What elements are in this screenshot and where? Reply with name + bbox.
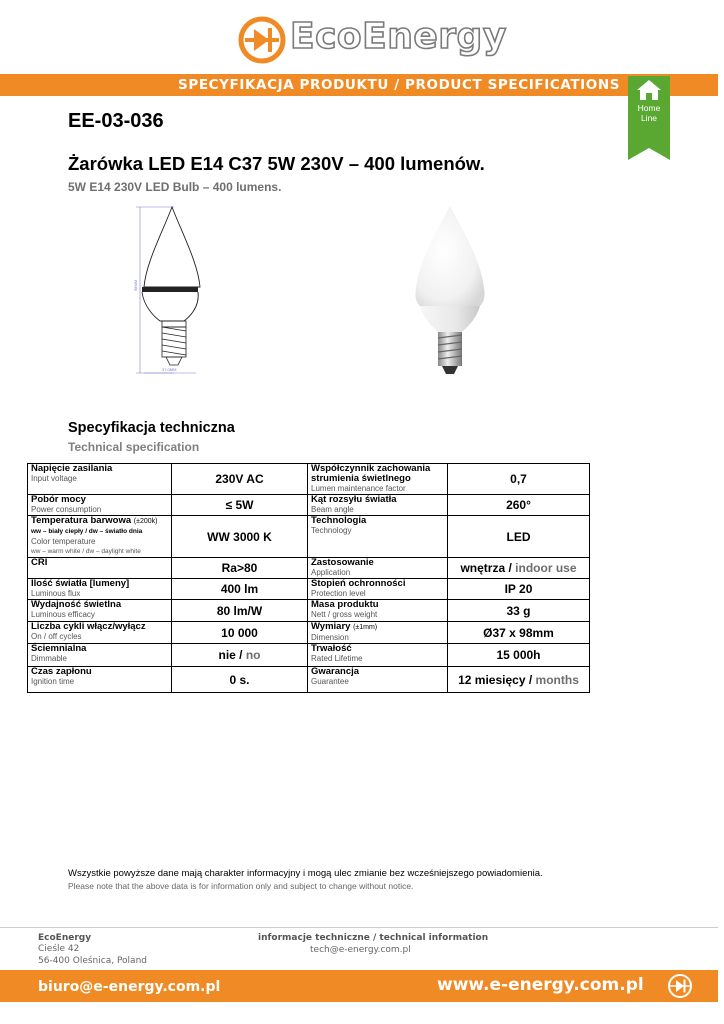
spec-label-cell: Czas zapłonu Ignition time bbox=[28, 667, 172, 693]
footer-tech-label: informacje techniczne / technical information bbox=[258, 933, 489, 943]
spec-value: LED bbox=[448, 516, 590, 558]
footer-city: 56-400 Oleśnica, Poland bbox=[38, 956, 147, 966]
spec-value: 33 g bbox=[448, 600, 590, 622]
width-dimension-label: 37.0MM bbox=[162, 367, 177, 372]
spec-label-cell: Zastosowanie Application bbox=[308, 558, 448, 579]
spec-label-cell: Współczynnik zachowania strumienia świetlnego Lumen maintenance factor bbox=[308, 464, 448, 495]
spec-value: 230V AC bbox=[172, 464, 308, 495]
table-row bbox=[28, 495, 590, 516]
table-row bbox=[28, 464, 590, 495]
height-dimension-label: 98MM bbox=[133, 279, 138, 291]
footer-office-email[interactable]: biuro@e-energy.com.pl bbox=[38, 979, 221, 995]
footer-tech-email[interactable]: tech@e-energy.com.pl bbox=[310, 945, 411, 955]
spec-value: nie / no bbox=[172, 644, 308, 667]
disclaimer-pl: Wszystkie powyższe dane mają charakter informacyjny i mogą ulec zmianie bez wcześniejszego powiadomienia. bbox=[68, 868, 543, 879]
spec-label-cell: Pobór mocy Power consumption bbox=[28, 495, 172, 516]
footer-website[interactable]: www.e-energy.com.pl bbox=[437, 975, 644, 995]
diode-logo-icon bbox=[667, 973, 693, 999]
spec-heading-en: Technical specification bbox=[68, 440, 200, 454]
spec-label-cell: Gwarancja Guarantee bbox=[308, 667, 448, 693]
spec-label-cell: CRI bbox=[28, 558, 172, 579]
footer-street: Cieśle 42 bbox=[38, 944, 80, 954]
footer-company: EcoEnergy bbox=[38, 933, 92, 943]
table-row bbox=[28, 667, 590, 693]
table-row bbox=[28, 516, 590, 558]
bulb-dimension-drawing bbox=[134, 203, 200, 379]
spec-label-cell: Liczba cykli włącz/wyłącz On / off cycles bbox=[28, 622, 172, 644]
spec-label-cell: Technologia Technology bbox=[308, 516, 448, 558]
spec-value: 80 lm/W bbox=[172, 600, 308, 622]
spec-label-cell: Wymiary (±1mm) Dimension bbox=[308, 622, 448, 644]
table-row bbox=[28, 600, 590, 622]
brand-name: EcoEnergy bbox=[290, 16, 507, 57]
spec-heading-pl: Specyfikacja techniczna bbox=[68, 420, 235, 436]
spec-label-cell: Napięcie zasilania Input voltage bbox=[28, 464, 172, 495]
table-row bbox=[28, 644, 590, 667]
spec-table bbox=[27, 463, 590, 693]
bulb-photo bbox=[404, 200, 496, 380]
spec-value: IP 20 bbox=[448, 579, 590, 600]
spec-label-cell: Kąt rozsyłu światła Beam angle bbox=[308, 495, 448, 516]
spec-label-cell: Wydajność świetlna Luminous efficacy bbox=[28, 600, 172, 622]
spec-value: 0,7 bbox=[448, 464, 590, 495]
table-row bbox=[28, 622, 590, 644]
spec-value: Ø37 x 98mm bbox=[448, 622, 590, 644]
spec-label-cell: Trwałość Rated Lifetime bbox=[308, 644, 448, 667]
footer-divider bbox=[0, 927, 718, 928]
spec-value: wnętrza / indoor use bbox=[448, 558, 590, 579]
spec-label-cell: Stopień ochronności Protection level bbox=[308, 579, 448, 600]
spec-value: 400 lm bbox=[172, 579, 308, 600]
product-title-en: 5W E14 230V LED Bulb – 400 lumens. bbox=[68, 180, 282, 194]
spec-label-cell: Ilość światła [lumeny] Luminous flux bbox=[28, 579, 172, 600]
badge-label: Home Line bbox=[637, 103, 661, 123]
spec-label-cell: Masa produktu Nett / gross weight bbox=[308, 600, 448, 622]
spec-value: 0 s. bbox=[172, 667, 308, 693]
table-row bbox=[28, 558, 590, 579]
spec-label-cell: Temperatura barwowa (±200k) ww – biały ciepły / dw – światło dnia Color temperature ww – warm white / dw – daylight white bbox=[28, 516, 172, 558]
banner-title: SPECYFIKACJA PRODUKTU / PRODUCT SPECIFICATIONS bbox=[178, 77, 621, 93]
table-row bbox=[28, 579, 590, 600]
product-code: EE-03-036 bbox=[68, 110, 164, 132]
spec-value: 10 000 bbox=[172, 622, 308, 644]
product-title-pl: Żarówka LED E14 C37 5W 230V – 400 lumenów. bbox=[68, 153, 485, 174]
spec-value: 260° bbox=[448, 495, 590, 516]
spec-value: 12 miesięcy / months bbox=[448, 667, 590, 693]
spec-value: 15 000h bbox=[448, 644, 590, 667]
spec-value: Ra>80 bbox=[172, 558, 308, 579]
spec-label-cell: Ściemnialna Dimmable bbox=[28, 644, 172, 667]
spec-value: ≤ 5W bbox=[172, 495, 308, 516]
disclaimer-en: Please note that the above data is for information only and subject to change without notice. bbox=[68, 881, 414, 891]
spec-value: WW 3000 K bbox=[172, 516, 308, 558]
